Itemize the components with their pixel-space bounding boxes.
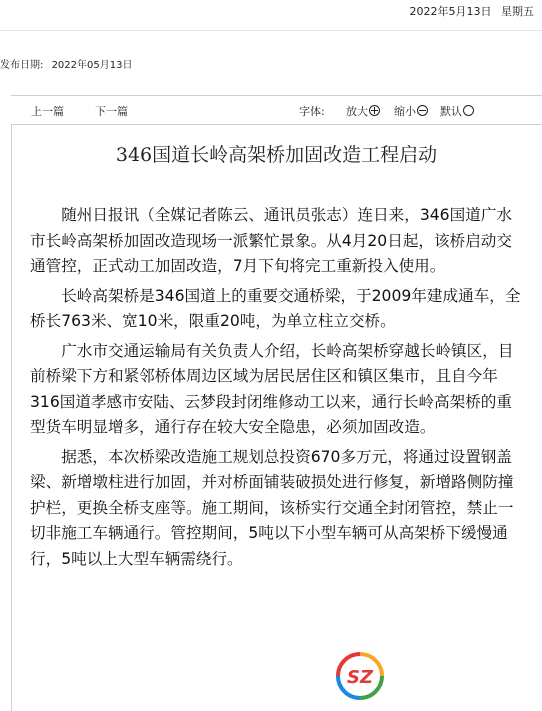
logo-text: SZ <box>346 667 374 688</box>
prev-article-link[interactable]: 上一篇 <box>31 105 64 118</box>
site-logo-icon <box>330 650 390 700</box>
next-article-link[interactable]: 下一篇 <box>95 105 128 118</box>
publish-label: 发布日期: <box>0 60 44 71</box>
article-paragraph: 随州日报讯（全媒记者陈云、通讯员张志）连日来，346国道广水市长岭高架桥加固改造现场一派繁忙景象。从4月20日起，该桥启动交通管控，正式动工加固改造，7月下旬将完工重新投入使用。 <box>30 206 512 275</box>
article-paragraph: 广水市交通运输局有关负责人介绍，长岭高架桥穿越长岭镇区，目前桥梁下方和紧邻桥体周边区域为居民居住区和镇区集市，且自今年316国道孝感市安陆、云梦段封闭维修动工以来，通行长岭高架桥的重型货车明显增多，通行存在较大安全隐患，必须加固改造。 <box>30 341 514 436</box>
article-paragraph: 长岭高架桥是346国道上的重要交通桥梁，于2009年建成通车，全桥长763米、宽10米，限重20吨，为单立柱立交桥。 <box>30 286 521 330</box>
font-shrink-button[interactable] <box>394 103 428 119</box>
circle-icon <box>463 105 474 116</box>
publish-date-row <box>0 56 132 71</box>
article-body <box>30 203 523 576</box>
weekday-text: 星期五 <box>501 5 534 18</box>
article-toolbar <box>11 95 542 125</box>
divider <box>0 30 542 31</box>
plus-circle-icon <box>369 105 380 116</box>
article-paragraph: 据悉，本次桥梁改造施工规划总投资670多万元，将通过设置钢盖梁、新增墩柱进行加固，并对桥面铺装破损处进行修复，新增路侧防撞护栏，更换全桥支座等。施工期间，该桥实行交通全封闭管控，禁止一切非施工车辆通行。管控期间，5吨以下小型车辆可从高架桥下缓慢通行，5吨以上大型车辆需绕行。 <box>30 447 514 568</box>
font-enlarge-label: 放大 <box>346 105 368 118</box>
current-date <box>410 3 535 19</box>
publish-date: 2022年05月13日 <box>51 60 133 71</box>
font-size-label: 字体: <box>299 105 325 118</box>
font-enlarge-button[interactable] <box>346 103 380 119</box>
font-default-button[interactable] <box>440 103 474 119</box>
minus-circle-icon <box>417 105 428 116</box>
date-text: 2022年5月13日 <box>409 5 492 18</box>
font-shrink-label: 缩小 <box>394 105 416 118</box>
article-title: 346国道长岭高架桥加固改造工程启动 <box>115 144 438 166</box>
font-default-label: 默认 <box>440 105 462 118</box>
top-bar <box>0 0 542 22</box>
